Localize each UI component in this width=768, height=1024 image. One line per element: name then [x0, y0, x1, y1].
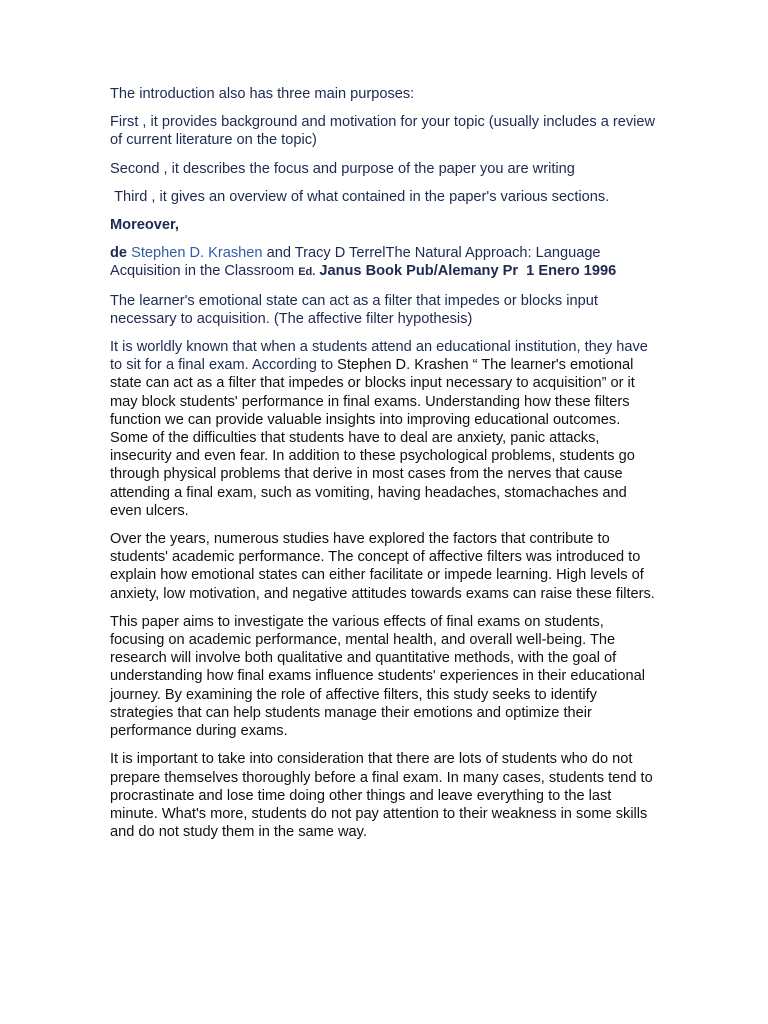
moreover-heading: Moreover, [110, 217, 179, 234]
citation-ed: Ed. [298, 266, 316, 279]
paragraph-1 [110, 338, 660, 520]
citation-publisher: Janus Book Pub/Alemany Pr 1 Enero 1996 [315, 263, 617, 280]
paragraph-2: Over the years, numerous studies have explored the factors that contribute to students' academic performance. The concept of affective filters was introduced to explain how emotional states can either facilitate or impede learning. High levels of anxiety, low motivation, and negative attitudes towards exams can raise these filters. [110, 531, 655, 602]
intro-line: The introduction also has three main purposes: [110, 86, 415, 102]
paragraph-1-body: Stephen D. Krashen “ The learner's emotional state can act as a filter that impedes or blocks input necessary to acquisition” or it may block students' performance in final exams. Understanding how these filters function we can provide valuable insights into improving educational outcomes. Some of the difficulties that students have to deal are anxiety, panic attacks, insecurity and even fear. In addition to these psychological problems, students go through physical problems that derive in most cases from the nerves that cause attending a final exam, such as vomiting, having headaches, stomachaches and even ulcers. [110, 357, 635, 519]
purpose-first: First , it provides background and motivation for your topic (usually includes a review of current literature on the topic) [110, 114, 656, 149]
citation-author-link[interactable]: Stephen D. Krashen [131, 245, 263, 262]
citation [110, 244, 660, 281]
affective-filter-quote: The learner's emotional state can act as a filter that impedes or blocks input necessary to acquisition. (The affective filter hypothesis) [110, 292, 598, 327]
paragraph-4: It is important to take into consideration that there are lots of students who do not prepare themselves thoroughly before a final exam. In many cases, students tend to procrastinate and lose time doing other things and leave everything to the last minute. What's more, students do not pay attention to their weakness in some skills and do not study them in the same way. [110, 751, 653, 841]
paragraph-1-lead: It is worldly known that when a students attend an educational institution, they have to sit for a final exam. According to [110, 339, 648, 374]
paragraph-3: This paper aims to investigate the various effects of final exams on students, focusing on academic performance, mental health, and overall well-being. The research will involve both qualitative and quantitative methods, with the goal of understanding how final exams influence students' experiences in their educational journey. By examining the role of affective filters, this study seeks to identify strategies that can help students manage their emotions and optimize their performance during exams. [110, 613, 645, 740]
purpose-third: Third , it gives an overview of what contained in the paper's various sections. [110, 188, 610, 205]
purpose-second: Second , it describes the focus and purpose of the paper you are writing [110, 160, 575, 177]
citation-de: de [110, 245, 128, 262]
citation-title: and Tracy D TerrelThe Natural Approach: Language Acquisition in the Classroom [110, 245, 601, 280]
